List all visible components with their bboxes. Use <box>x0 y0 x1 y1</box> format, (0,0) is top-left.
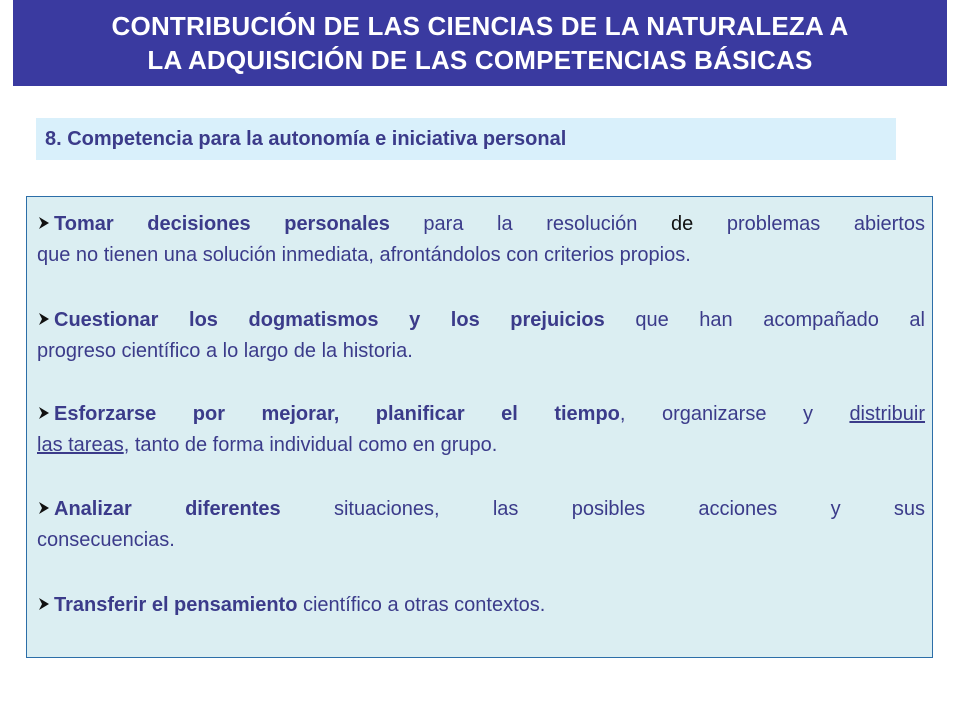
item-bold-text: Cuestionar los dogmatismos y los prejuicios <box>54 309 605 331</box>
item-line: consecuencias. <box>37 529 175 551</box>
item-line <box>37 399 925 430</box>
arrow-bullet-icon <box>37 216 51 230</box>
item-bold-text: Esforzarse por mejorar, planificar el tiempo <box>54 403 620 425</box>
item-line: progreso científico a lo largo de la historia. <box>37 340 413 362</box>
item-text: científico a otras contextos. <box>297 594 546 616</box>
item-underlined-text: las tareas <box>37 434 124 456</box>
item-text: que han acompañado al <box>604 309 925 331</box>
item-underlined-text: distribuir <box>849 403 926 425</box>
arrow-bullet-icon <box>37 312 51 326</box>
item-line <box>37 305 925 336</box>
item-text: problemas abiertos <box>693 213 925 235</box>
item-bold-text: Analizar diferentes <box>54 498 281 520</box>
arrow-bullet-icon <box>37 501 51 515</box>
title-banner <box>13 0 947 86</box>
item-line <box>37 494 925 525</box>
item-line <box>37 590 925 621</box>
list-item <box>37 494 925 556</box>
arrow-bullet-icon <box>37 597 51 611</box>
item-text: , organizarse y <box>619 403 850 425</box>
title-line-1: CONTRIBUCIÓN DE LAS CIENCIAS DE LA NATURALEZA A <box>111 11 849 41</box>
item-line <box>37 209 925 240</box>
section-heading: 8. Competencia para la autonomía e iniciativa personal <box>45 127 567 150</box>
title-line-2: LA ADQUISICIÓN DE LAS COMPETENCIAS BÁSICAS <box>147 45 813 75</box>
list-item <box>37 209 925 271</box>
content-box <box>26 196 933 658</box>
item-text: situaciones, las posibles acciones y sus <box>280 498 925 520</box>
item-bold-text: Transferir el pensamiento <box>54 594 298 616</box>
item-line <box>37 430 925 461</box>
list-item <box>37 399 925 461</box>
list-item <box>37 590 925 621</box>
arrow-bullet-icon <box>37 406 51 420</box>
list-item <box>37 305 925 367</box>
item-bold-text: Tomar decisiones personales <box>54 213 390 235</box>
section-heading-bar <box>36 118 896 160</box>
item-text: para la resolución <box>389 213 671 235</box>
item-text: de <box>671 213 694 235</box>
item-text: , tanto de forma individual como en grupo. <box>123 434 498 456</box>
item-line: que no tienen una solución inmediata, afrontándolos con criterios propios. <box>37 244 691 266</box>
